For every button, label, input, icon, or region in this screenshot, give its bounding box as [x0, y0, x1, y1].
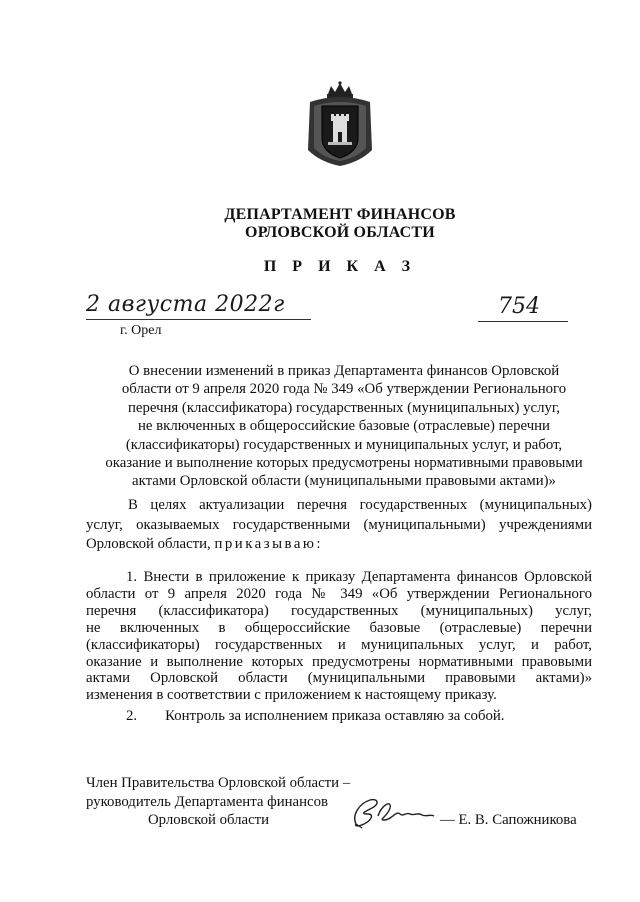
item2-number: 2. [126, 708, 138, 724]
subject-line: актами Орловской области (муниципальными правовыми актами)» [132, 473, 556, 490]
item-2-paragraph [126, 708, 504, 725]
item1-line: (классификаторы) государственных и муниципальных услуг, и работ, [86, 636, 592, 653]
preamble-line-last [86, 535, 592, 555]
handwritten-order-number: 754 [498, 294, 540, 319]
preamble-line3-text: Орловской области, [86, 536, 211, 552]
signatory-title [86, 774, 350, 830]
subject-line: области от 9 апреля 2020 года № 349 «Об утверждении Регионального [121, 381, 567, 398]
city-label: г. Орел [120, 323, 162, 338]
item1-line: актами Орловской области (муниципальными правовыми актами)» [86, 670, 592, 687]
subject-line: оказание и выполнение которых предусмотрены нормативными правовыми [105, 455, 583, 472]
department-name-line1: ДЕПАРТАМЕНТ ФИНАНСОВ [224, 206, 456, 223]
coat-of-arms-icon [300, 80, 380, 170]
item1-line: перечня (классификатора) государственных (муниципальных) услуг, [86, 602, 592, 619]
item1-line: оказание и выполнение которых предусмотрены нормативными правовыми [86, 653, 592, 670]
subject-line: не включенных в общероссийские базовые (отраслевые) перечни [138, 418, 550, 435]
item1-line: области от 9 апреля 2020 года № 349 «Об утверждении Регионального [86, 585, 592, 602]
order-verb: приказываю: [214, 536, 324, 552]
signatory-line3: Орловской области [148, 812, 270, 828]
subject-line: перечня (классификатора) государственных (муниципальных) услуг, [127, 399, 560, 416]
date-underline [86, 319, 311, 320]
signatory-name: — Е. В. Сапожникова [440, 812, 577, 828]
subject-line: (классификаторы) государственных и муниципальных услуг, и работ, [125, 436, 563, 453]
item1-line: изменения в соответствии с приложением к настоящему приказу. [86, 687, 497, 704]
item-1-paragraph [86, 569, 592, 704]
item1-line: не включенных в общероссийские базовые (отраслевые) перечни [86, 619, 592, 636]
signatory-line2: руководитель Департамента финансов [86, 793, 328, 810]
order-subject [96, 362, 592, 491]
signatory-line1: Член Правительства Орловской области – [86, 775, 351, 791]
preamble-paragraph [86, 496, 592, 555]
preamble-line: услуг, оказываемых государственными (муниципальными) учреждениями [86, 516, 592, 533]
item1-line: 1. Внести в приложение к приказу Департамента финансов Орловской [126, 569, 592, 585]
number-underline [478, 321, 568, 322]
department-name-line2: ОРЛОВСКОЙ ОБЛАСТИ [245, 224, 435, 241]
preamble-line: В целях актуализации перечня государственных (муниципальных) [128, 497, 592, 513]
subject-line: О внесении изменений в приказ Департамента финансов Орловской [128, 363, 560, 379]
item2-text: Контроль за исполнением приказа оставляю за собой. [165, 708, 505, 724]
handwritten-date: 2 августа 2022г [86, 292, 285, 317]
document-type-title: П Р И К А З [263, 258, 417, 275]
